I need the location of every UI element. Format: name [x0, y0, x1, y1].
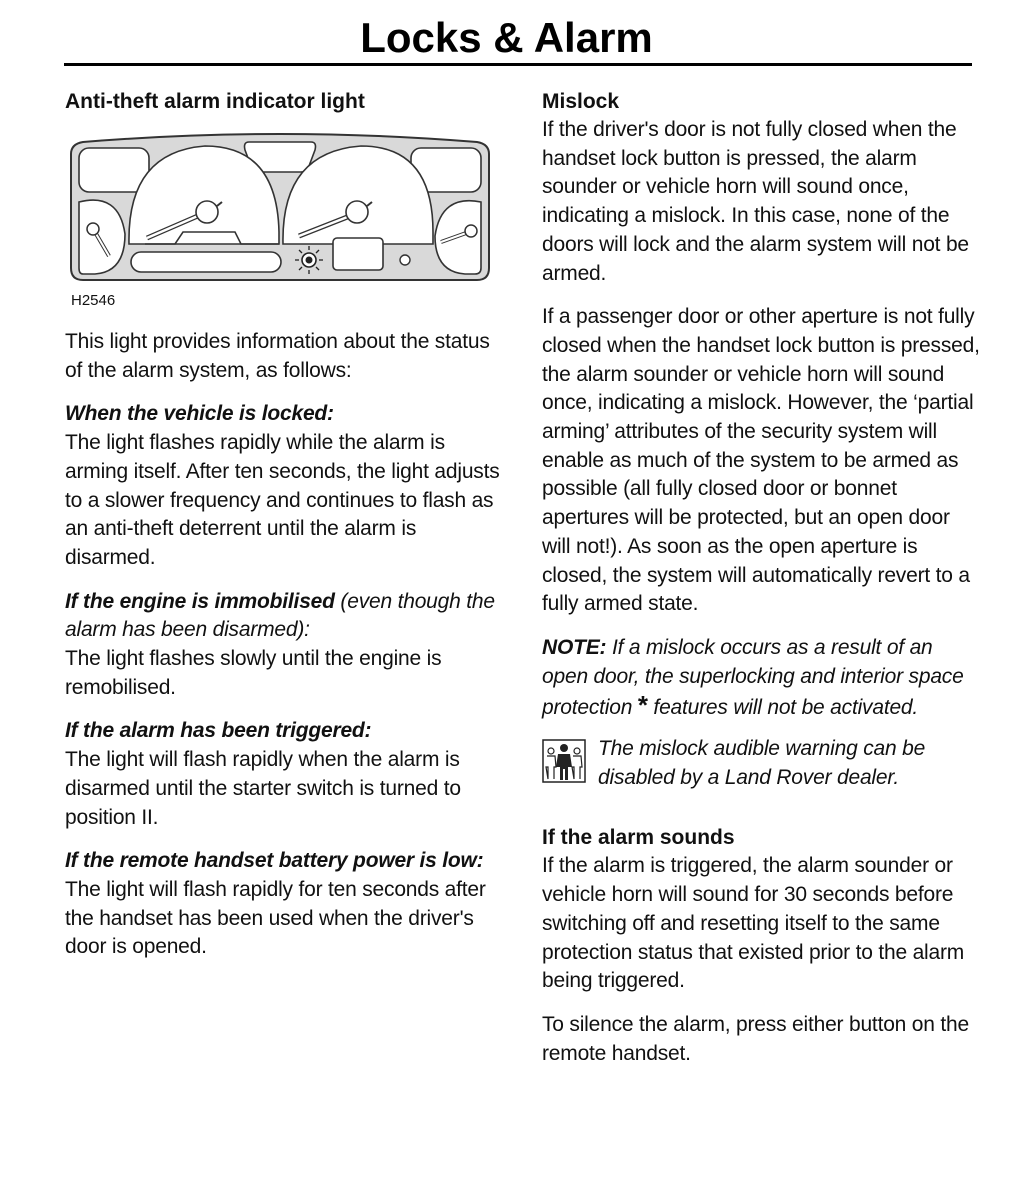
title-rule — [64, 63, 972, 66]
figure-caption: H2546 — [71, 292, 116, 309]
alarm-indicator-heading: Anti-theft alarm indicator light — [65, 90, 365, 113]
dealer-note-text: The mislock audible warning can be disabled by a Land Rover dealer. — [598, 737, 926, 789]
alarm-sounds-paragraph-2: To silence the alarm, press either button on the remote handset. — [542, 1012, 969, 1065]
instrument-panel-illustration — [65, 132, 495, 286]
mislock-paragraph-1: If the driver's door is not fully closed when the handset lock button is pressed, the alarm sounder or vehicle horn will sound once, indicating a mislock. In this case, none of the doors will lock and the alarm system will not be armed. — [542, 118, 969, 285]
section-immobilised-body: The light flashes slowly until the engine is remobilised. — [65, 647, 442, 699]
section-immobilised-title: If the engine is immobilised (even though the alarm has been disarmed): — [65, 589, 495, 642]
optional-feature-star-icon: * — [637, 690, 648, 721]
section-locked-body: The light flashes rapidly while the alarm is arming itself. After ten seconds, the light adjusts to a slower frequency and continues to flash as an anti-theft deterrent until the alarm is disarmed. — [65, 431, 500, 569]
right-column — [542, 88, 980, 1068]
page-title: Locks & Alarm — [360, 14, 653, 61]
dealer-service-icon — [542, 739, 586, 783]
section-battery-body: The light will flash rapidly for ten seconds after the handset has been used when the driver's door is opened. — [65, 877, 486, 959]
mislock-paragraph-2: If a passenger door or other aperture is not fully closed when the handset lock button is pressed, the alarm sounder or vehicle horn will sound once, indicating a mislock. However, the ‘partial arming’ attributes of the security system will enable as much of the system to be armed as possible (all fully closed door or bonnet apertures will be protected, but an open door will not!). As soon as the open aperture is closed, the system will automatically revert to a fully armed state. — [542, 305, 980, 616]
alarm-sounds-paragraph-1: If the alarm is triggered, the alarm sounder or vehicle horn will sound for 30 seconds before switching off and resetting itself to the same protection status that existed prior to the alarm being triggered. — [542, 854, 965, 993]
section-locked-title: When the vehicle is locked: — [65, 402, 334, 426]
mislock-heading: Mislock — [542, 90, 620, 113]
section-triggered-title: If the alarm has been triggered: — [65, 719, 372, 743]
dealer-note-row — [542, 735, 980, 792]
intro-paragraph: This light provides information about the status of the alarm system, as follows: — [65, 330, 490, 382]
section-battery-title: If the remote handset battery power is low: — [65, 849, 484, 873]
mislock-note: NOTE: If a mislock occurs as a result of an open door, the superlocking and interior space protection * features will not be activated. — [542, 635, 964, 721]
alarm-sounds-heading: If the alarm sounds — [542, 826, 735, 850]
left-column — [65, 88, 505, 962]
section-triggered-body: The light will flash rapidly when the alarm is disarmed until the starter switch is turned to position II. — [65, 748, 461, 829]
